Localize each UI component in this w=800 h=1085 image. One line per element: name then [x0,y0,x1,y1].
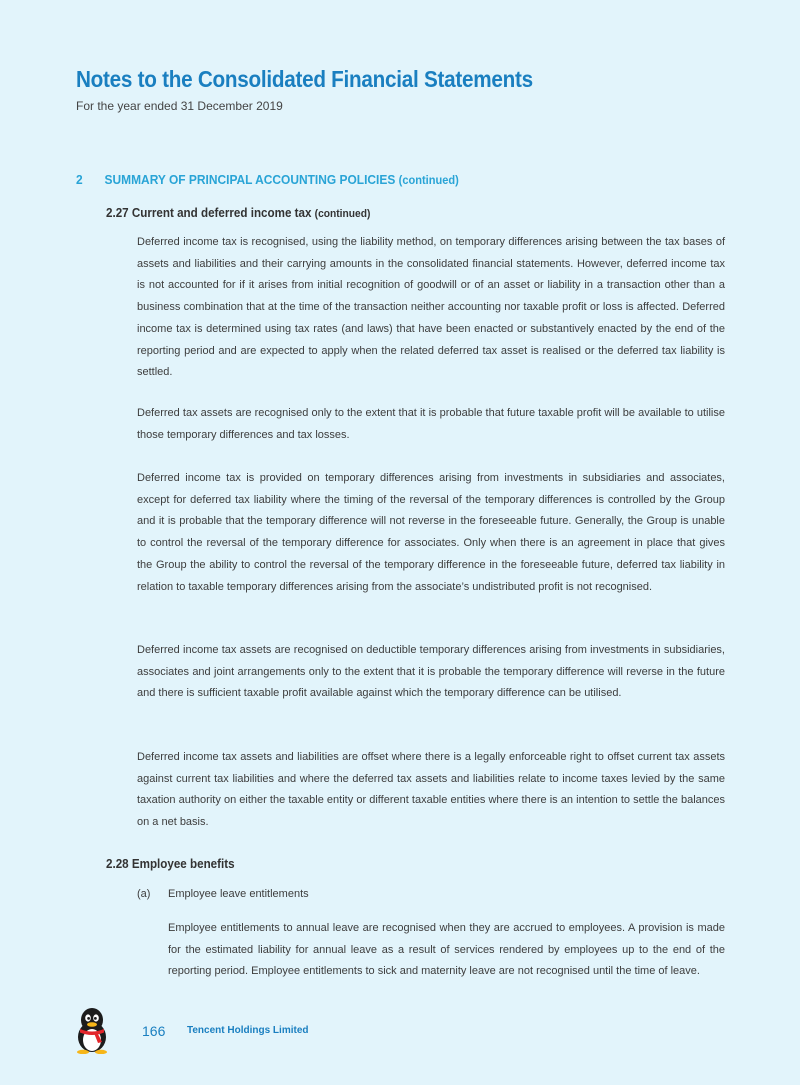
section-title: SUMMARY OF PRINCIPAL ACCOUNTING POLICIES [104,172,396,187]
page-title: Notes to the Consolidated Financial Statements [76,66,533,92]
section-number: 2 [76,172,83,187]
section-continued-label: (continued) [398,173,459,187]
paragraph-deferred-tax-assets: Deferred tax assets are recognised only to the extent that it is probable that future taxable profit will be available to utilise those temporary differences and tax losses. [137,407,725,441]
paragraph-deferred-tax-recognition: Deferred income tax is recognised, using the liability method, on temporary differences arising between the tax bases of assets and liabilities and their carrying amounts in the consolidated financial statements. However, deferred income tax is not accounted for if it arises from initial recognition of goodwill or of an asset or liability in a transaction other than a business combination that at the time of the transaction neither accounting nor taxable profit or loss is affected. Deferred income tax is determined using tax rates (and laws) that have been enacted or substantively enacted by the end of the reporting period and are expected to apply when the related deferred tax asset is realised or the deferred tax liability is settled. [137,236,725,379]
paragraph-investments-subsidiaries: Deferred income tax is provided on temporary differences arising from investments in subsidiaries and associates, except for deferred tax liability where the timing of the reversal of the temporary differences is controlled by the Group and it is probable that the temporary difference will not reverse in the foreseeable future. Generally, the Group is unable to control the reversal of the temporary difference for associates. Only when there is an agreement in place that gives the Group the ability to control the reversal of the temporary difference in the foreseeable future, deferred tax liability in relation to taxable temporary differences arising from the associate’s undistributed profit is not recognised. [137,472,725,593]
paragraph-deductible-differences: Deferred income tax assets are recognised on deductible temporary differences arising from investments in subsidiaries, associates and joint arrangements only to the extent that it is probable the temporary difference will reverse in the future and there is sufficient taxable profit available against which the temporary difference can be utilised. [137,644,725,700]
list-label-employee-leave: Employee leave entitlements [168,888,309,900]
qq-penguin-icon [72,1006,112,1054]
note-2-27-continued-label: (continued) [314,208,371,220]
note-2-27-title: 2.27 Current and deferred income tax [106,206,312,220]
section-heading [76,172,459,187]
note-2-27-heading [106,206,370,220]
list-marker-a: (a) [137,888,151,900]
note-2-28-heading: 2.28 Employee benefits [106,857,235,871]
page-subtitle: For the year ended 31 December 2019 [76,99,283,113]
paragraph-employee-leave: Employee entitlements to annual leave are recognised when they are accrued to employees. A provision is made for the estimated liability for annual leave as a result of services rendered by employees up to the end of the reporting period. Employee entitlements to sick and maternity leave are not recognised until the time of leave. [168,922,725,978]
list-item-a [137,888,309,900]
company-name: Tencent Holdings Limited [187,1025,309,1036]
page-number: 166 [142,1023,166,1039]
paragraph-offset-assets-liabilities: Deferred income tax assets and liabilities are offset where there is a legally enforceable right to offset current tax assets against current tax liabilities and where the deferred tax assets and liabilities relate to income taxes levied by the same taxation authority on either the taxable entity or different taxable entities where there is an intention to settle the balances on a net basis. [137,751,725,829]
